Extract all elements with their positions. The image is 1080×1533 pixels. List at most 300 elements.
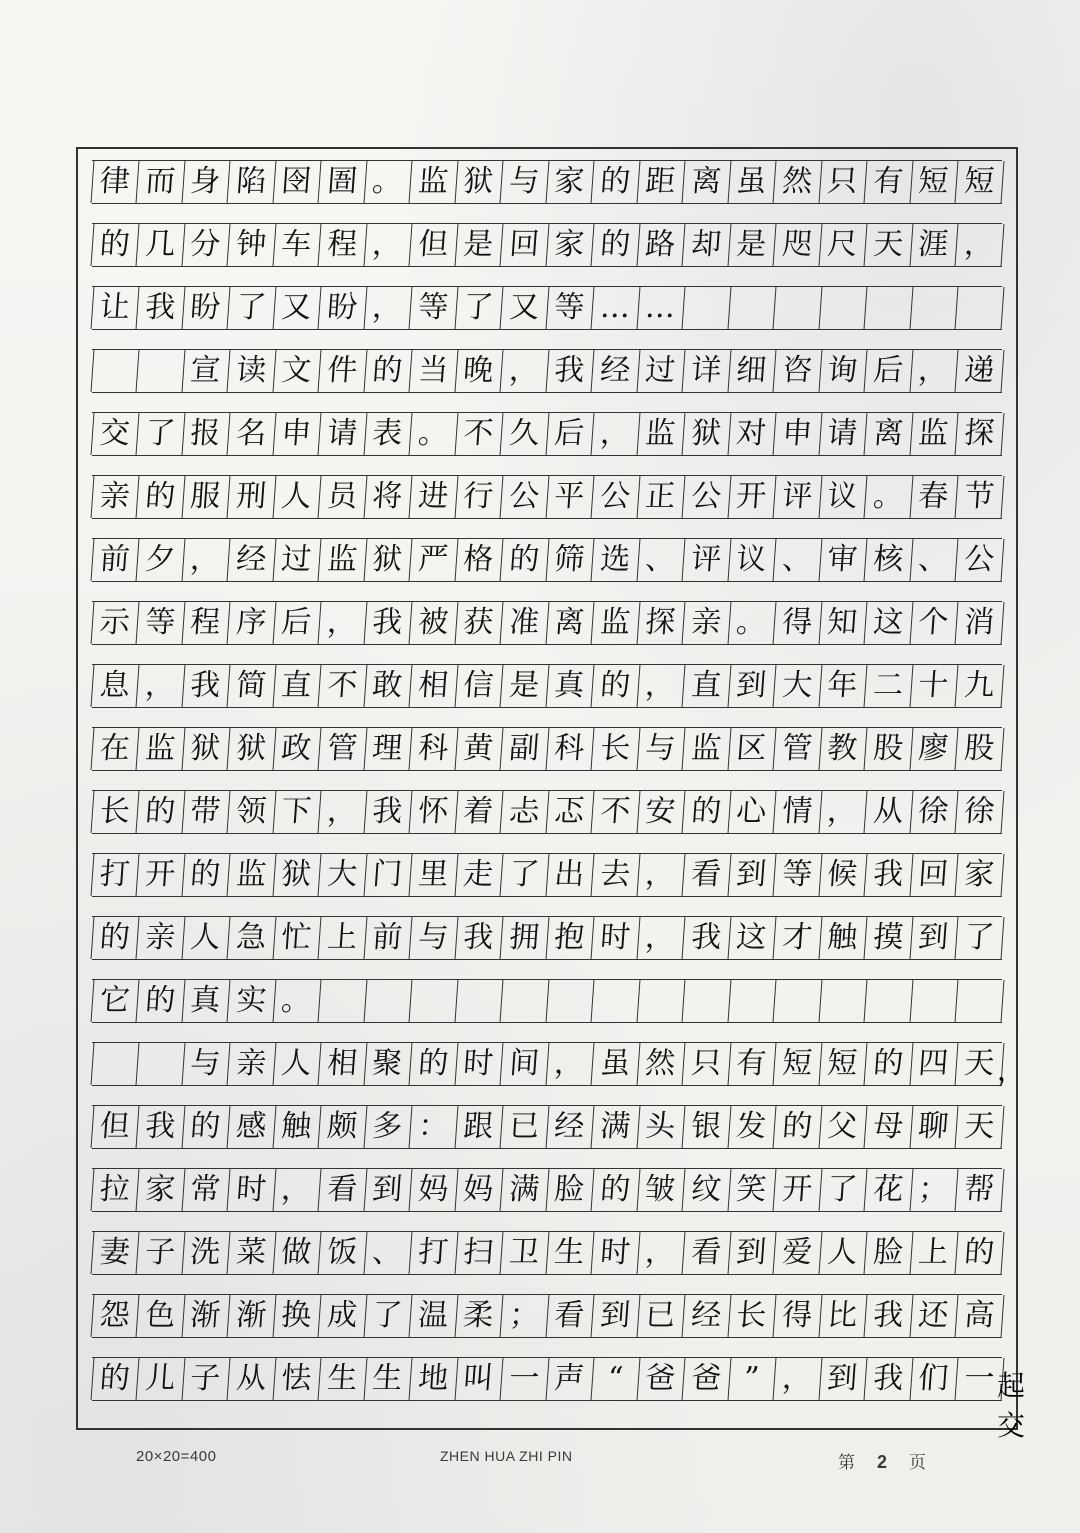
manuscript-cell: 银 (682, 1106, 730, 1148)
manuscript-cell: 几 (136, 224, 184, 266)
manuscript-cell: 但 (409, 224, 457, 266)
manuscript-cell: 地 (409, 1358, 457, 1400)
manuscript-cell: 了 (136, 413, 184, 455)
manuscript-cell: 时 (591, 1232, 639, 1274)
manuscript-cell: 聊 (910, 1106, 958, 1148)
manuscript-cell: 开 (136, 854, 184, 896)
manuscript-cell: 进 (409, 476, 457, 518)
manuscript-cell: 我 (455, 917, 503, 959)
manuscript-cell: 还 (910, 1295, 958, 1337)
manuscript-cell: 获 (455, 602, 503, 644)
manuscript-cell (773, 980, 821, 1022)
manuscript-cell: 亲 (91, 476, 139, 518)
manuscript-cell: 狱 (682, 413, 730, 455)
manuscript-cell: 狱 (182, 728, 230, 770)
manuscript-cell: 了 (955, 917, 1003, 959)
manuscript-row (92, 1105, 1002, 1149)
manuscript-cell: 圄 (318, 161, 366, 203)
manuscript-cell: 核 (864, 539, 912, 581)
manuscript-cell: 监 (136, 728, 184, 770)
manuscript-cell: 准 (500, 602, 548, 644)
manuscript-cell: 详 (682, 350, 730, 392)
manuscript-cell: 比 (819, 1295, 867, 1337)
manuscript-cell: 成 (318, 1295, 366, 1337)
manuscript-cell: 才 (773, 917, 821, 959)
manuscript-cell (864, 980, 912, 1022)
manuscript-cell: 细 (728, 350, 776, 392)
manuscript-cell: 一 (500, 1358, 548, 1400)
manuscript-cell: 菜 (227, 1232, 275, 1274)
manuscript-cell: 晚 (455, 350, 503, 392)
manuscript-cell: 我 (682, 917, 730, 959)
manuscript-cell (910, 287, 958, 329)
manuscript-cell: 理 (364, 728, 412, 770)
manuscript-cell: 囹 (273, 161, 321, 203)
manuscript-cell: 满 (591, 1106, 639, 1148)
manuscript-cell: 脸 (546, 1169, 594, 1211)
manuscript-cell: 。 (864, 476, 912, 518)
brand-label: ZHEN HUA ZHI PIN (440, 1448, 573, 1464)
manuscript-cell: 被 (409, 602, 457, 644)
manuscript-cell: 申 (773, 413, 821, 455)
manuscript-cell: 渐 (227, 1295, 275, 1337)
manuscript-cell: 爸 (682, 1358, 730, 1400)
manuscript-cell: 距 (637, 161, 685, 203)
manuscript-cell: 抱 (546, 917, 594, 959)
manuscript-cell: ， (637, 854, 685, 896)
manuscript-cell: ， (910, 350, 958, 392)
manuscript-cell: 换 (273, 1295, 321, 1337)
manuscript-cell: 触 (819, 917, 867, 959)
manuscript-cell: 经 (591, 350, 639, 392)
manuscript-cell: 将 (364, 476, 412, 518)
manuscript-cell: 车 (273, 224, 321, 266)
manuscript-cell: 人 (182, 917, 230, 959)
manuscript-cell: 个 (910, 602, 958, 644)
manuscript-cell: 看 (682, 1232, 730, 1274)
manuscript-cell: 时 (591, 917, 639, 959)
manuscript-cell: 亲 (136, 917, 184, 959)
manuscript-cell: 情 (773, 791, 821, 833)
manuscript-cell (546, 980, 594, 1022)
manuscript-cell: 请 (819, 413, 867, 455)
manuscript-cell: 后 (273, 602, 321, 644)
manuscript-cell: 黄 (455, 728, 503, 770)
manuscript-cell: 表 (364, 413, 412, 455)
manuscript-cell: 急 (227, 917, 275, 959)
manuscript-cell: 信 (455, 665, 503, 707)
manuscript-cell: 上 (318, 917, 366, 959)
manuscript-row (92, 727, 1002, 771)
manuscript-cell: 。 (273, 980, 321, 1022)
manuscript-cell: 不 (591, 791, 639, 833)
manuscript-cell: 带 (182, 791, 230, 833)
manuscript-cell: 节 (955, 476, 1003, 518)
manuscript-cell: 帮 (955, 1169, 1003, 1211)
manuscript-cell: 子 (136, 1232, 184, 1274)
manuscript-cell: 公 (955, 539, 1003, 581)
manuscript-row (92, 475, 1002, 519)
manuscript-cell: 虽 (728, 161, 776, 203)
manuscript-cell: 监 (637, 413, 685, 455)
manuscript-cell: 触 (273, 1106, 321, 1148)
manuscript-cell: 大 (318, 854, 366, 896)
manuscript-cell: 探 (637, 602, 685, 644)
manuscript-cell: 九 (955, 665, 1003, 707)
manuscript-cell: 议 (728, 539, 776, 581)
manuscript-cell: 爱 (773, 1232, 821, 1274)
manuscript-cell: 等 (773, 854, 821, 896)
manuscript-cell: 颇 (318, 1106, 366, 1148)
manuscript-cell (455, 980, 503, 1022)
manuscript-cell: 文 (273, 350, 321, 392)
manuscript-cell: 股 (864, 728, 912, 770)
manuscript-cell: 到 (910, 917, 958, 959)
manuscript-cell: 们 (910, 1358, 958, 1400)
manuscript-cell: 只 (682, 1043, 730, 1085)
manuscript-cell: 相 (409, 665, 457, 707)
manuscript-cell: 了 (227, 287, 275, 329)
manuscript-cell: 得 (773, 1295, 821, 1337)
manuscript-cell: 卫 (500, 1232, 548, 1274)
manuscript-cell: 的 (91, 1358, 139, 1400)
page-suffix: 页 (909, 1453, 927, 1472)
manuscript-cell: 花 (864, 1169, 912, 1211)
manuscript-cell: 涯 (910, 224, 958, 266)
manuscript-cell: 而 (136, 161, 184, 203)
manuscript-cell: 公 (682, 476, 730, 518)
manuscript-cell: 钟 (227, 224, 275, 266)
manuscript-cell: 到 (728, 1232, 776, 1274)
manuscript-cell: 宣 (182, 350, 230, 392)
manuscript-cell: 候 (819, 854, 867, 896)
manuscript-cell: 请 (318, 413, 366, 455)
manuscript-cell: 申 (273, 413, 321, 455)
manuscript-cell: 管 (773, 728, 821, 770)
manuscript-cell: 当 (409, 350, 457, 392)
manuscript-cell: 议 (819, 476, 867, 518)
manuscript-cell: 区 (728, 728, 776, 770)
manuscript-cell: 严 (409, 539, 457, 581)
manuscript-cell (364, 980, 412, 1022)
manuscript-cell: 递 (955, 350, 1003, 392)
manuscript-cell: 有 (864, 161, 912, 203)
manuscript-cell (91, 350, 139, 392)
manuscript-cell: 盼 (318, 287, 366, 329)
manuscript-cell: 尺 (819, 224, 867, 266)
manuscript-cell: 有 (728, 1043, 776, 1085)
manuscript-cell: ， (773, 1358, 821, 1400)
manuscript-cell: 我 (364, 602, 412, 644)
manuscript-cell: 是 (500, 665, 548, 707)
manuscript-cell: ， (637, 917, 685, 959)
manuscript-cell: 这 (728, 917, 776, 959)
manuscript-cell: 不 (455, 413, 503, 455)
manuscript-row (92, 160, 1002, 204)
manuscript-cell: 实 (227, 980, 275, 1022)
manuscript-cell: 知 (819, 602, 867, 644)
manuscript-cell: 天 (864, 224, 912, 266)
manuscript-cell: 评 (682, 539, 730, 581)
manuscript-cell: 声 (546, 1358, 594, 1400)
manuscript-cell: 开 (773, 1169, 821, 1211)
manuscript-cell: 格 (455, 539, 503, 581)
manuscript-row (92, 349, 1002, 393)
manuscript-cell: 了 (819, 1169, 867, 1211)
manuscript-cell: 二 (864, 665, 912, 707)
manuscript-cell: 前 (91, 539, 139, 581)
manuscript-cell: 发 (728, 1106, 776, 1148)
manuscript-cell: 示 (91, 602, 139, 644)
manuscript-cell: 息 (91, 665, 139, 707)
manuscript-cell: 回 (500, 224, 548, 266)
manuscript-cell: 件 (318, 350, 366, 392)
manuscript-cell (682, 980, 730, 1022)
grid-spec-label: 20×20=400 (136, 1448, 217, 1465)
manuscript-cell: 身 (182, 161, 230, 203)
manuscript-cell: 的 (409, 1043, 457, 1085)
manuscript-cell (773, 287, 821, 329)
manuscript-cell: 刑 (227, 476, 275, 518)
manuscript-cell: ， (182, 539, 230, 581)
manuscript-cell: 的 (364, 350, 412, 392)
manuscript-cell: 监 (318, 539, 366, 581)
manuscript-row (92, 1294, 1002, 1338)
manuscript-row (92, 1168, 1002, 1212)
manuscript-cell: 的 (182, 854, 230, 896)
manuscript-cell: … (637, 287, 685, 329)
manuscript-row (92, 1042, 1026, 1087)
manuscript-cell: 直 (682, 665, 730, 707)
manuscript-cell: 、 (637, 539, 685, 581)
manuscript-cell: 徐 (910, 791, 958, 833)
manuscript-cell: 简 (227, 665, 275, 707)
manuscript-cell: 高 (955, 1295, 1003, 1337)
manuscript-cell: 平 (546, 476, 594, 518)
manuscript-cell: 到 (728, 665, 776, 707)
manuscript-row (92, 223, 1002, 267)
manuscript-cell: 让 (91, 287, 139, 329)
manuscript-row (92, 979, 1002, 1023)
manuscript-cell: 盼 (182, 287, 230, 329)
manuscript-cell: 父 (819, 1106, 867, 1148)
manuscript-cell (864, 287, 912, 329)
manuscript-cell: 我 (136, 1106, 184, 1148)
page-indicator (838, 1448, 926, 1473)
manuscript-cell (591, 980, 639, 1022)
manuscript-cell: 与 (182, 1043, 230, 1085)
manuscript-cell: 真 (182, 980, 230, 1022)
manuscript-cell: 的 (500, 539, 548, 581)
manuscript-cell: 一 (955, 1358, 1003, 1400)
manuscript-cell: 等 (136, 602, 184, 644)
manuscript-cell (819, 980, 867, 1022)
manuscript-cell: 是 (455, 224, 503, 266)
manuscript-cell: ， (318, 791, 366, 833)
manuscript-cell: 头 (637, 1106, 685, 1148)
manuscript-cell: 人 (819, 1232, 867, 1274)
manuscript-cell: 去 (591, 854, 639, 896)
manuscript-cell: 分 (182, 224, 230, 266)
manuscript-cell: 律 (91, 161, 139, 203)
manuscript-cell: 短 (910, 161, 958, 203)
manuscript-cell: 亲 (227, 1043, 275, 1085)
manuscript-cell: 看 (318, 1169, 366, 1211)
manuscript-cell: 我 (864, 1358, 912, 1400)
manuscript-cell: 久 (500, 413, 548, 455)
manuscript-cell (955, 287, 1003, 329)
manuscript-cell: 副 (500, 728, 548, 770)
manuscript-cell: 时 (455, 1043, 503, 1085)
manuscript-cell: … (591, 287, 639, 329)
manuscript-cell: 但 (91, 1106, 139, 1148)
manuscript-cell: 已 (500, 1106, 548, 1148)
manuscript-cell: 人 (273, 476, 321, 518)
manuscript-cell: 时 (227, 1169, 275, 1211)
manuscript-cell: 满 (500, 1169, 548, 1211)
manuscript-cell: 是 (728, 224, 776, 266)
manuscript-cell: 的 (136, 476, 184, 518)
manuscript-cell: 管 (318, 728, 366, 770)
manuscript-cell: 春 (910, 476, 958, 518)
manuscript-cell: 等 (409, 287, 457, 329)
manuscript-cell: 读 (227, 350, 275, 392)
manuscript-cell: 虽 (591, 1043, 639, 1085)
manuscript-cell (318, 980, 366, 1022)
manuscript-cell: 监 (227, 854, 275, 896)
manuscript-cell: 股 (955, 728, 1003, 770)
manuscript-overflow-char: 起交 (997, 1369, 1026, 1442)
manuscript-cell: 选 (591, 539, 639, 581)
manuscript-cell (910, 980, 958, 1022)
manuscript-cell: 我 (364, 791, 412, 833)
manuscript-cell (819, 287, 867, 329)
manuscript-row (92, 790, 1002, 834)
manuscript-cell (682, 287, 730, 329)
manuscript-cell: 监 (910, 413, 958, 455)
manuscript-cell: ， (273, 1169, 321, 1211)
manuscript-cell: 走 (455, 854, 503, 896)
manuscript-cell: 的 (864, 1043, 912, 1085)
manuscript-cell: 已 (637, 1295, 685, 1337)
manuscript-cell: 叫 (455, 1358, 503, 1400)
manuscript-cell: 的 (591, 224, 639, 266)
manuscript-cell: 了 (455, 287, 503, 329)
manuscript-cell: ， (637, 1232, 685, 1274)
manuscript-cell: 打 (409, 1232, 457, 1274)
manuscript-cell: 拥 (500, 917, 548, 959)
manuscript-cell: 路 (637, 224, 685, 266)
manuscript-cell: 我 (864, 854, 912, 896)
manuscript-cell: 真 (546, 665, 594, 707)
manuscript-row (92, 916, 1002, 960)
manuscript-cell: 妈 (455, 1169, 503, 1211)
manuscript-overflow-char: ， (997, 1054, 1026, 1087)
manuscript-cell: 里 (409, 854, 457, 896)
manuscript-cell: 爸 (637, 1358, 685, 1400)
manuscript-cell: ； (910, 1169, 958, 1211)
manuscript-cell: 狱 (273, 854, 321, 896)
manuscript-cell: 了 (364, 1295, 412, 1337)
manuscript-cell: 的 (591, 161, 639, 203)
manuscript-cell: 过 (273, 539, 321, 581)
manuscript-cell: 政 (273, 728, 321, 770)
manuscript-cell: 与 (637, 728, 685, 770)
manuscript-cell: 笑 (728, 1169, 776, 1211)
manuscript-cell: 洗 (182, 1232, 230, 1274)
manuscript-cell: ， (136, 665, 184, 707)
manuscript-cell: 妈 (409, 1169, 457, 1211)
manuscript-cell: 经 (546, 1106, 594, 1148)
manuscript-cell: 到 (819, 1358, 867, 1400)
manuscript-cell: 徐 (955, 791, 1003, 833)
manuscript-cell: 间 (500, 1043, 548, 1085)
manuscript-cell: 正 (637, 476, 685, 518)
manuscript-cell: 皱 (637, 1169, 685, 1211)
manuscript-cell: 忐 (500, 791, 548, 833)
manuscript-cell: 名 (227, 413, 275, 455)
manuscript-row (92, 664, 1002, 708)
manuscript-cell: 离 (864, 413, 912, 455)
manuscript-cell (91, 1043, 139, 1085)
manuscript-grid (92, 160, 1026, 1442)
manuscript-cell: 这 (864, 602, 912, 644)
manuscript-cell: 常 (182, 1169, 230, 1211)
manuscript-cell: 我 (864, 1295, 912, 1337)
manuscript-cell: ， (591, 413, 639, 455)
manuscript-cell: 咨 (773, 350, 821, 392)
manuscript-cell: 从 (864, 791, 912, 833)
manuscript-cell: 。 (728, 602, 776, 644)
manuscript-row (92, 286, 1002, 330)
manuscript-cell: 妻 (91, 1232, 139, 1274)
manuscript-cell (136, 1043, 184, 1085)
manuscript-cell: 着 (455, 791, 503, 833)
manuscript-cell: 跟 (455, 1106, 503, 1148)
manuscript-cell: 得 (773, 602, 821, 644)
manuscript-cell: 科 (546, 728, 594, 770)
manuscript-cell: 感 (227, 1106, 275, 1148)
manuscript-cell: 监 (409, 161, 457, 203)
manuscript-cell: 。 (364, 161, 412, 203)
manuscript-cell: 程 (182, 602, 230, 644)
manuscript-cell: 的 (136, 791, 184, 833)
manuscript-cell (409, 980, 457, 1022)
manuscript-cell: 与 (500, 161, 548, 203)
manuscript-cell: 的 (91, 917, 139, 959)
manuscript-cell: 拉 (91, 1169, 139, 1211)
manuscript-cell: 审 (819, 539, 867, 581)
manuscript-cell: 狱 (227, 728, 275, 770)
manuscript-cell: 询 (819, 350, 867, 392)
manuscript-cell: ， (364, 287, 412, 329)
manuscript-cell: 下 (273, 791, 321, 833)
manuscript-cell: 、 (910, 539, 958, 581)
manuscript-cell: 多 (364, 1106, 412, 1148)
manuscript-cell: 报 (182, 413, 230, 455)
manuscript-cell: 生 (364, 1358, 412, 1400)
manuscript-cell: 后 (546, 413, 594, 455)
manuscript-cell: 却 (682, 224, 730, 266)
manuscript-cell: 消 (955, 602, 1003, 644)
manuscript-cell: 、 (364, 1232, 412, 1274)
manuscript-cell: 生 (546, 1232, 594, 1274)
manuscript-cell: ， (637, 665, 685, 707)
manuscript-cell: 相 (318, 1043, 366, 1085)
manuscript-cell: 家 (955, 854, 1003, 896)
manuscript-cell: 离 (546, 602, 594, 644)
manuscript-row (92, 601, 1002, 645)
